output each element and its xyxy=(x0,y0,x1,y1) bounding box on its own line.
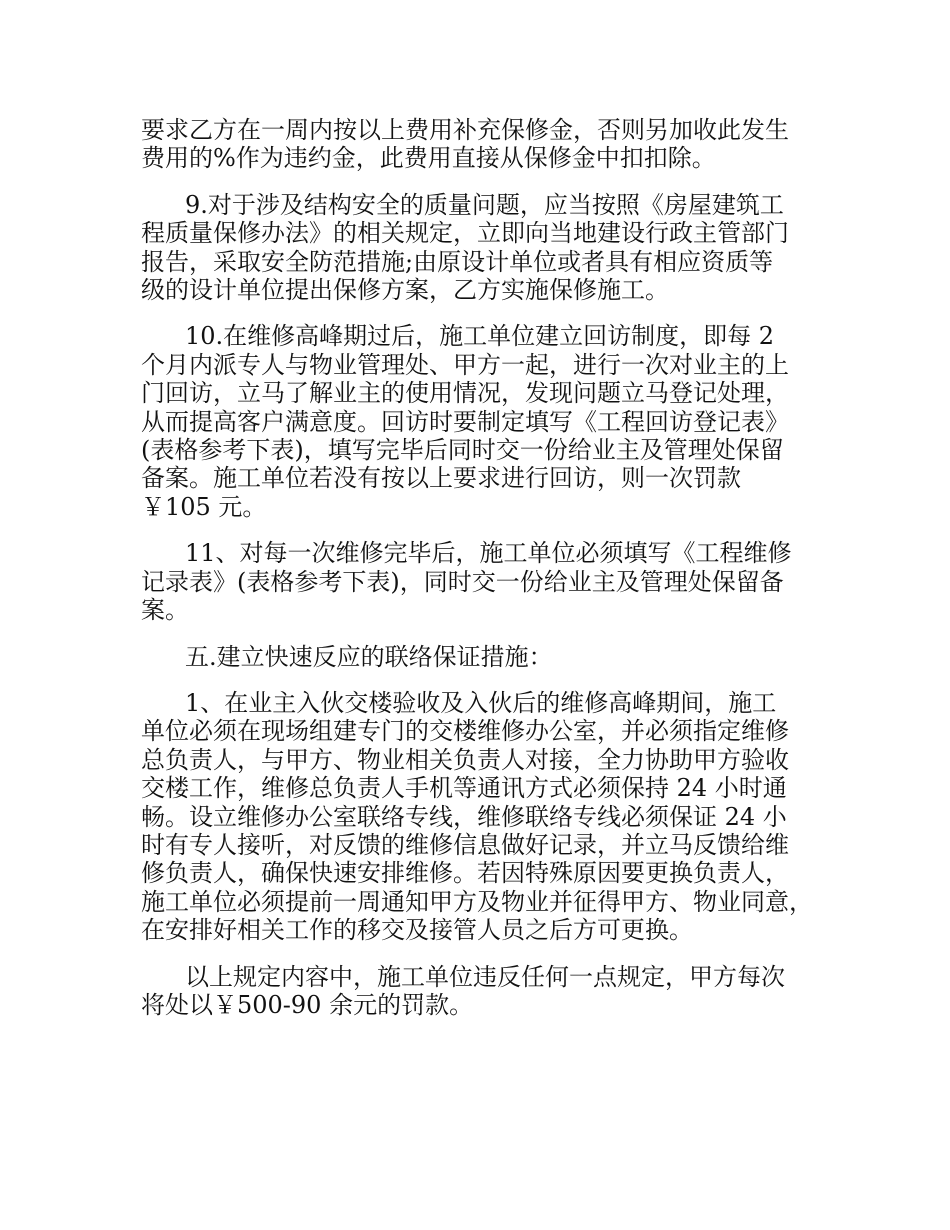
paragraph-item-11-repair-record: 11、对每一次维修完毕后，施工单位必须填写《工程维修 记录表》(表格参考下表)，同时交一份给业主及管理处保留备 案。 xyxy=(141,539,792,625)
document-body xyxy=(141,116,813,1037)
paragraph-item-1-repair-office: 1、在业主入伙交楼验收及入伙后的维修高峰期间，施工 单位必须在现场组建专门的交楼维修办公室，并必须指定维修 总负责人，与甲方、物业相关负责人对接，全力协助甲方验收 交楼工作，维修总负责人手机等通讯方式必须保持 24 小时通 畅。设立维修办公室联络专线，维修联络专线必须保证 24 小 时有专人接听，对反馈的维修信息做好记录，并立马反馈给维 修负责人，确保快速安排维修。若因特殊原因要更换负责人， 施工单位必须提前一周通知甲方及物业并征得甲方、物业同意， 在安排好相关工作的移交及接管人员之后方可更换。 xyxy=(141,688,813,945)
paragraph-penalty-continuation: 要求乙方在一周内按以上费用补充保修金，否则另加收此发生 费用的%作为违约金，此费用直接从保修金中扣扣除。 xyxy=(141,116,789,173)
paragraph-penalty-summary: 以上规定内容中，施工单位违反任何一点规定，甲方每次 将处以￥500-90 余元的罚款。 xyxy=(141,962,785,1019)
section-heading-5-contact-measures: 五.建立快速反应的联络保证措施： xyxy=(185,642,553,671)
paragraph-item-10-return-visit: 10.在维修高峰期过后，施工单位建立回访制度，即每 2 个月内派专人与物业管理处、甲方一起，进行一次对业主的上 门回访，立马了解业主的使用情况，发现问题立马登记处理， 从而提高客户满意度。回访时要制定填写《工程回访登记表》 (表格参考下表)，填写完毕后同时交一份给业主及管理处保留 备案。施工单位若没有按以上要求进行回访，则一次罚款 ￥105 元。 xyxy=(141,322,789,521)
paragraph-item-9-structural-safety: 9.对于涉及结构安全的质量问题，应当按照《房屋建筑工 程质量保修办法》的相关规定，立即向当地建设行政主管部门 报告，采取安全防范措施;由原设计单位或者具有相应资质等 级的设计单位提出保修方案，乙方实施保修施工。 xyxy=(141,190,789,305)
